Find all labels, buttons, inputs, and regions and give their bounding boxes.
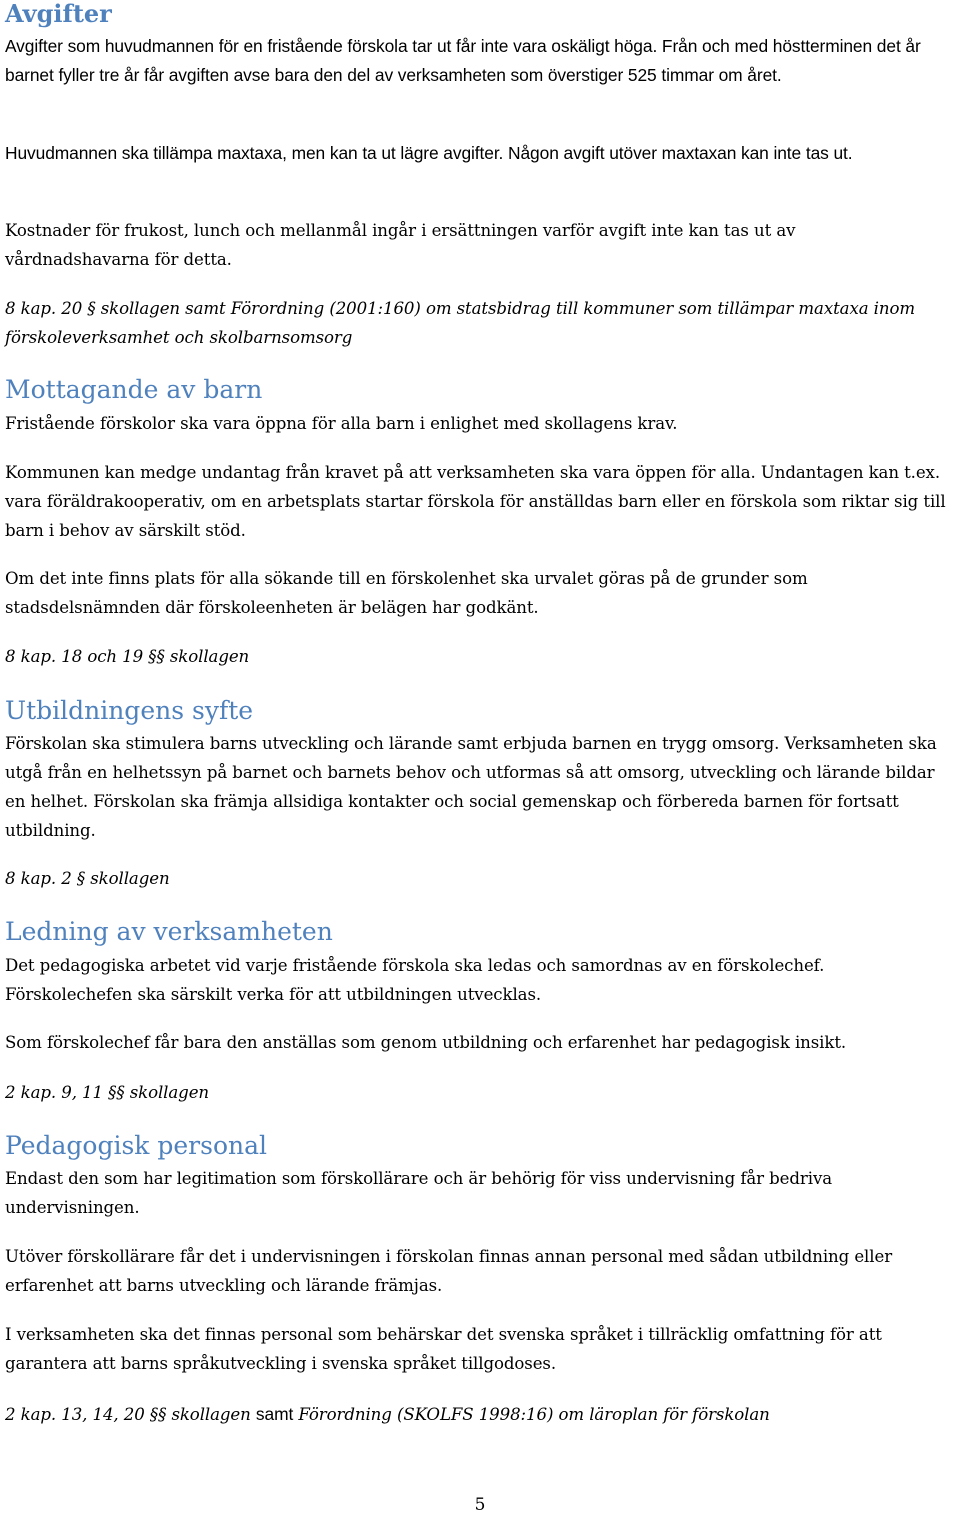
law-reference: 8 kap. 2 § skollagen — [5, 869, 170, 888]
law-reference-part: 2 kap. 13, 14, 20 §§ skollagen — [5, 1405, 256, 1424]
heading-mottagande-av-barn: Mottagande av barn — [5, 375, 263, 404]
paragraph: Kommunen kan medge undantag från kravet på att verksamheten ska vara öppen för alla. Undantagen kan t.ex. vara föräldrakooperativ, om en arbetsplats startar förskola för anställdas barn eller en förskola som riktar sig till barn i behov av särskilt stöd. — [5, 463, 946, 540]
paragraph: Som förskolechef får bara den anställas som genom utbildning och erfarenhet har pedagogisk insikt. — [5, 1033, 847, 1052]
paragraph: Det pedagogiska arbetet vid varje fristående förskola ska ledas och samordnas av en förskolechef. Förskolechefen ska särskilt verka för att utbildningen utvecklas. — [5, 956, 825, 1004]
heading-pedagogisk-personal: Pedagogisk personal — [5, 1131, 268, 1160]
law-reference: 2 kap. 9, 11 §§ skollagen — [5, 1083, 210, 1102]
paragraph: Förskolan ska stimulera barns utveckling och lärande samt erbjuda barnen en trygg omsorg. Verksamheten ska utgå från en helhetssyn på barnet och barnets behov och utformas så att omsorg, utveckling och lärande bildar en helhet. Förskolan ska främja allsidiga kontakter och social gemenskap och förbereda barnen för fortsatt utbildning. — [5, 734, 937, 840]
paragraph: Avgifter som huvudmannen för en fristående förskola tar ut får inte vara oskäligt höga. Från och med höstterminen det år barnet fyller tre år får avgiften avse bara den del av verksamheten som överstiger 525 timmar om året. — [5, 36, 921, 85]
law-reference-part: Förordning (SKOLFS 1998:16) om läroplan för förskolan — [293, 1405, 770, 1424]
paragraph: I verksamheten ska det finnas personal som behärskar det svenska språket i tillräcklig omfattning för att garantera att barns språkutveckling i svenska språket tillgodoses. — [5, 1325, 882, 1373]
paragraph: Kostnader för frukost, lunch och mellanmål ingår i ersättningen varför avgift inte kan tas ut av vårdnadshavarna för detta. — [5, 221, 796, 269]
heading-ledning-av-verksamheten: Ledning av verksamheten — [5, 917, 333, 946]
law-reference-part: samt — [255, 1404, 294, 1424]
law-reference: 8 kap. 20 § skollagen samt Förordning (2001:160) om statsbidrag till kommuner som tillämpar maxtaxa inom förskoleverksamhet och skolbarnsomsorg — [5, 299, 916, 347]
paragraph: Endast den som har legitimation som förskollärare och är behörig för viss undervisning får bedriva undervisningen. — [5, 1169, 833, 1217]
law-reference — [5, 1400, 955, 1429]
paragraph: Huvudmannen ska tillämpa maxtaxa, men kan ta ut lägre avgifter. Någon avgift utöver maxtaxan kan inte tas ut. — [5, 143, 853, 163]
paragraph: Utöver förskollärare får det i undervisningen i förskolan finnas annan personal med sådan utbildning eller erfarenhet att barns utveckling och lärande främjas. — [5, 1247, 893, 1295]
paragraph: Fristående förskolor ska vara öppna för alla barn i enlighet med skollagens krav. — [5, 414, 678, 433]
heading-utbildningens-syfte: Utbildningens syfte — [5, 696, 254, 725]
paragraph: Om det inte finns plats för alla sökande till en förskolenhet ska urvalet göras på de grunder som stadsdelsnämnden där förskoleenheten är belägen har godkänt. — [5, 569, 808, 617]
heading-avgifter: Avgifter — [5, 0, 112, 28]
law-reference: 8 kap. 18 och 19 §§ skollagen — [5, 647, 250, 666]
page-number: 5 — [474, 1495, 486, 1515]
